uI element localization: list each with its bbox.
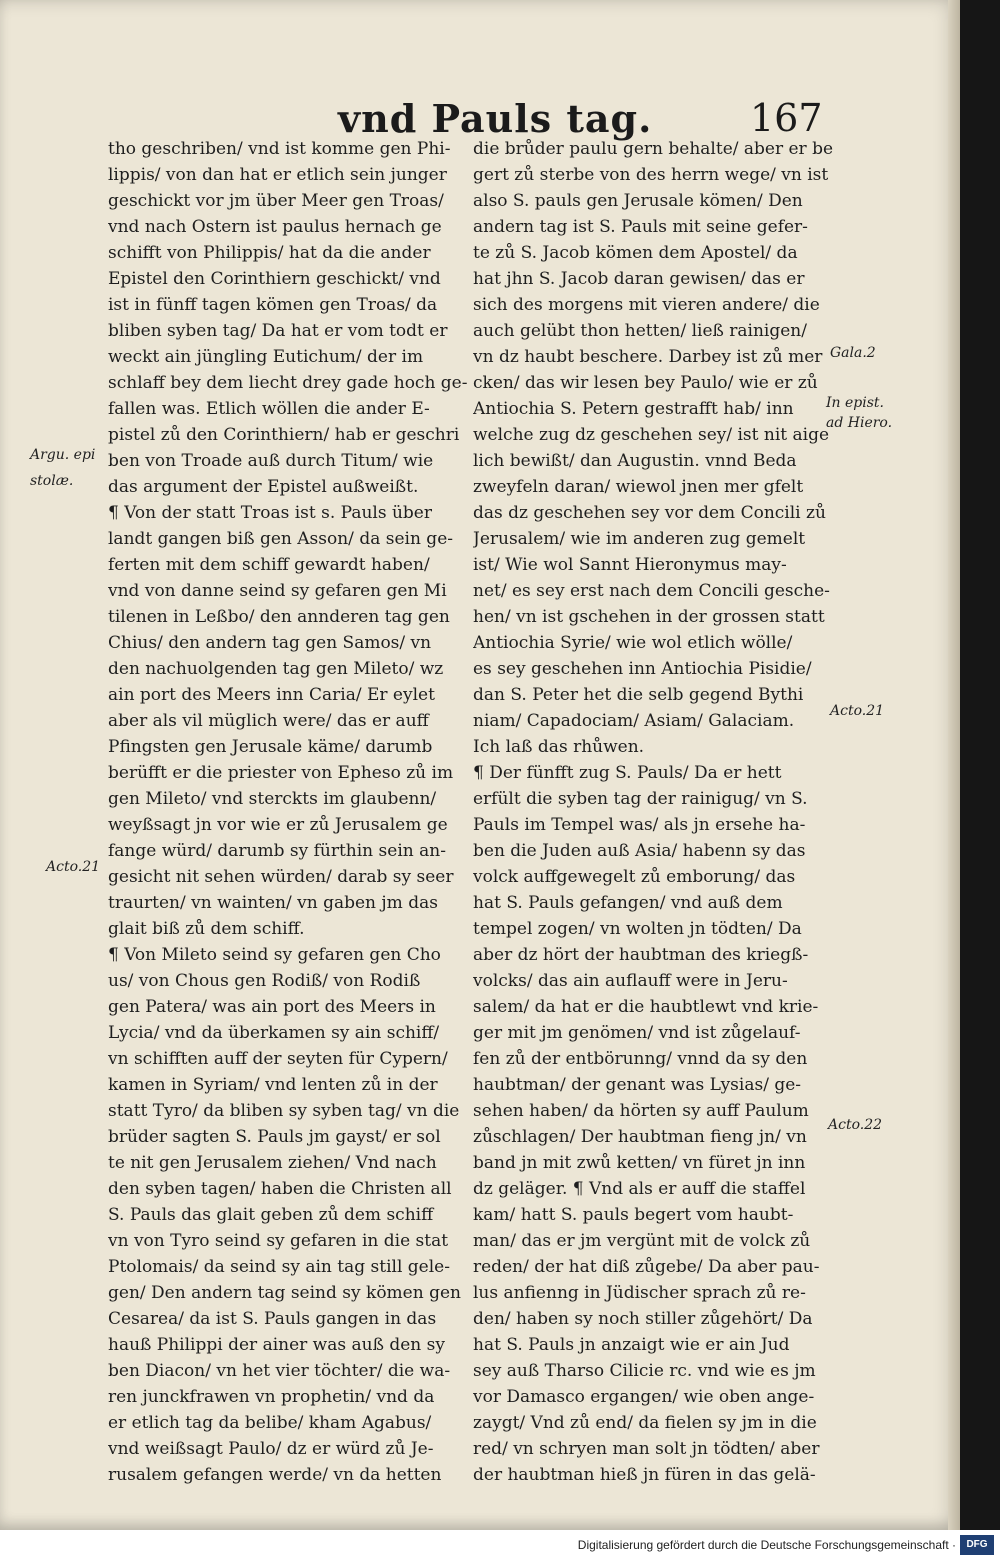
margin-note-acto-21-left: Acto.21: [46, 859, 101, 875]
text-line: us/ von Chous gen Rodiß/ von Rodiß: [108, 971, 421, 991]
text-line: fallen was. Etlich wöllen die ander E-: [108, 399, 430, 419]
text-line: die brůder paulu gern behalte/ aber er be: [473, 139, 833, 159]
text-line: ger mit jm genömen/ vnd ist zůgelauf-: [473, 1023, 801, 1043]
text-line: ¶ Von der statt Troas ist s. Pauls über: [108, 503, 432, 523]
text-line: cken/ das wir lesen bey Paulo/ wie er zů: [473, 373, 818, 393]
text-line: auch gelübt thon hetten/ ließ rainigen/: [473, 321, 807, 341]
text-line: andern tag ist S. Pauls mit seine gefer-: [473, 217, 808, 237]
text-line: den syben tagen/ haben die Christen all: [108, 1179, 452, 1199]
text-line: glait biß zů dem schiff.: [108, 919, 305, 939]
text-line: vnd nach Ostern ist paulus hernach ge: [108, 217, 442, 237]
text-line: tilenen in Leßbo/ den annderen tag gen: [108, 607, 450, 627]
text-line: fen zů der entbörunng/ vnnd da sy den: [473, 1049, 808, 1069]
text-line: hen/ vn ist gschehen in der grossen statt: [473, 607, 825, 627]
text-line: brüder sagten S. Pauls jm gayst/ er sol: [108, 1127, 441, 1147]
text-line: hauß Philippi der ainer was auß den sy: [108, 1335, 445, 1355]
text-line: ist in fünff tagen kömen gen Troas/ da: [108, 295, 438, 315]
text-line: gesicht nit sehen würden/ darab sy seer: [108, 867, 454, 887]
text-line: statt Tyro/ da bliben sy syben tag/ vn die: [108, 1101, 460, 1121]
text-line: hat S. Pauls jn anzaigt wie er ain Jud: [473, 1335, 790, 1355]
text-line: pistel zů den Corinthiern/ hab er geschri: [108, 425, 460, 445]
text-line: Pfingsten gen Jerusale käme/ darumb: [108, 737, 433, 757]
text-line: zweyfeln daran/ wiewol jnen mer gfelt: [473, 477, 804, 497]
text-line: sehen haben/ da hörten sy auff Paulum: [473, 1101, 809, 1121]
text-line: ¶ Der fünfft zug S. Pauls/ Da er hett: [473, 763, 782, 783]
running-head: vnd Pauls tag.: [338, 96, 653, 141]
text-line: Ptolomais/ da seind sy ain tag still gele-: [108, 1257, 450, 1277]
text-line: aber als vil müglich were/ das er auff: [108, 711, 429, 731]
text-line: zůschlagen/ Der haubtman fieng jn/ vn: [473, 1127, 807, 1147]
text-line: landt gangen biß gen Asson/ da sein ge-: [108, 529, 453, 549]
text-line: tho geschriben/ vnd ist komme gen Phi-: [108, 139, 451, 159]
text-line: welche zug dz geschehen sey/ ist nit aige: [473, 425, 830, 445]
text-line: lus anfienng in Jüdischer sprach zů re-: [473, 1283, 806, 1303]
text-line: ben Diacon/ vn het vier töchter/ die wa-: [108, 1361, 451, 1381]
text-line: ain port des Meers inn Caria/ Er eylet: [108, 685, 435, 705]
text-line: vnd von danne seind sy gefaren gen Mi: [108, 581, 447, 601]
text-line: ren junckfrawen vn prophetin/ vnd da: [108, 1387, 435, 1407]
text-line: Antiochia S. Petern gestrafft hab/ inn: [473, 399, 794, 419]
margin-note-acto-22: Acto.22: [828, 1117, 883, 1133]
text-line: Ich laß das rhůwen.: [473, 737, 645, 757]
text-line: volcks/ das ain auflauff were in Jeru-: [473, 971, 788, 991]
text-line: das argument der Epistel außweißt.: [108, 477, 419, 497]
text-line: ben von Troade auß durch Titum/ wie: [108, 451, 434, 471]
text-line: dan S. Peter het die selb gegend Bythi: [473, 685, 804, 705]
text-line: vn schifften auff der seyten für Cypern/: [108, 1049, 448, 1069]
text-line: Chius/ den andern tag gen Samos/ vn: [108, 633, 432, 653]
text-line: aber dz hört der haubtman des kriegß-: [473, 945, 809, 965]
text-line: gen Patera/ was ain port des Meers in: [108, 997, 436, 1017]
margin-note-argu-epi: Argu. epi: [30, 447, 96, 463]
text-line: schifft von Philippis/ hat da die ander: [108, 243, 431, 263]
text-line: ¶ Von Mileto seind sy gefaren gen Cho: [108, 945, 441, 965]
text-line: red/ vn schryen man solt jn tödten/ aber: [473, 1439, 820, 1459]
footer-credit: Digitalisierung gefördert durch die Deutsche Forschungsgemeinschaft ·: [577, 1538, 956, 1552]
margin-note-gala-2: Gala.2: [830, 345, 876, 361]
text-line: te nit gen Jerusalem ziehen/ Vnd nach: [108, 1153, 437, 1173]
text-line: er etlich tag da belibe/ kham Agabus/: [108, 1413, 432, 1433]
margin-note-in-epist: In epist.: [826, 395, 884, 411]
text-line: weyßsagt jn vor wie er zů Jerusalem ge: [108, 815, 448, 835]
text-line: Lycia/ vnd da überkamen sy ain schiff/: [108, 1023, 440, 1043]
text-line: den/ haben sy noch stiller zůgehört/ Da: [473, 1309, 813, 1329]
text-line: bliben syben tag/ Da hat er vom todt er: [108, 321, 448, 341]
text-line: dz geläger. ¶ Vnd als er auff die staffel: [473, 1179, 806, 1199]
right-text-column: [473, 136, 833, 1488]
text-line: vnd weißsagt Paulo/ dz er würd zů Je-: [108, 1439, 434, 1459]
text-line: haubtman/ der genant was Lysias/ ge-: [473, 1075, 802, 1095]
text-line: vn dz haubt beschere. Darbey ist zů mer: [473, 347, 823, 367]
text-line: sey auß Tharso Cilicie rc. vnd wie es jm: [473, 1361, 816, 1381]
margin-note-ad-hiero: ad Hiero.: [826, 415, 893, 431]
text-line: ist/ Wie wol Sannt Hieronymus may-: [473, 555, 787, 575]
text-line: lich bewißt/ dan Augustin. vnnd Beda: [473, 451, 797, 471]
text-line: lippis/ von dan hat er etlich sein junger: [108, 165, 447, 185]
text-line: vor Damasco ergangen/ wie oben ange-: [473, 1387, 815, 1407]
text-line: reden/ der hat diß zůgebe/ Da aber pau-: [473, 1257, 820, 1277]
text-line: gen/ Den andern tag seind sy kömen gen: [108, 1283, 461, 1303]
text-line: den nachuolgenden tag gen Mileto/ wz: [108, 659, 444, 679]
text-line: rusalem gefangen werde/ vn da hetten: [108, 1465, 442, 1485]
text-line: erfült die syben tag der rainigug/ vn S.: [473, 789, 808, 809]
text-line: ben die Juden auß Asia/ habenn sy das: [473, 841, 806, 861]
page-number: 167: [750, 96, 823, 140]
text-line: ferten mit dem schiff gewardt haben/: [108, 555, 430, 575]
text-line: also S. pauls gen Jerusale kömen/ Den: [473, 191, 803, 211]
text-line: Cesarea/ da ist S. Pauls gangen in das: [108, 1309, 437, 1329]
page-edge: [948, 0, 960, 1530]
text-line: Pauls im Tempel was/ als jn ersehe ha-: [473, 815, 806, 835]
text-line: das dz geschehen sey vor dem Concili zů: [473, 503, 826, 523]
text-line: Jerusalem/ wie im anderen zug gemelt: [473, 529, 806, 549]
text-line: traurten/ vn wainten/ vn gaben jm das: [108, 893, 438, 913]
text-line: fange würd/ darumb sy fürthin sein an-: [108, 841, 446, 861]
margin-note-stolae: stolæ.: [30, 473, 74, 489]
text-line: der haubtman hieß jn füren in das gelä-: [473, 1465, 816, 1485]
text-line: kamen in Syriam/ vnd lenten zů in der: [108, 1075, 438, 1095]
dfg-logo: DFG: [960, 1535, 994, 1555]
text-line: Epistel den Corinthiern geschickt/ vnd: [108, 269, 441, 289]
text-line: Antiochia Syrie/ wie wol etlich wölle/: [473, 633, 793, 653]
text-line: berüfft er die priester von Epheso zů im: [108, 763, 454, 783]
text-line: es sey geschehen inn Antiochia Pisidie/: [473, 659, 812, 679]
text-line: gen Mileto/ vnd sterckts im glaubenn/: [108, 789, 437, 809]
text-line: schlaff bey dem liecht drey gade hoch ge-: [108, 373, 468, 393]
text-line: hat S. Pauls gefangen/ vnd auß dem: [473, 893, 783, 913]
digitization-footer: [0, 1530, 1000, 1561]
text-line: volck auffgewegelt zů emborung/ das: [473, 867, 796, 887]
text-line: S. Pauls das glait geben zů dem schiff: [108, 1205, 434, 1225]
left-text-column: [108, 136, 468, 1488]
text-line: kam/ hatt S. pauls begert vom haubt-: [473, 1205, 794, 1225]
text-line: vn von Tyro seind sy gefaren in die stat: [108, 1231, 449, 1251]
text-line: man/ das er jm vergünt mit de volck zů: [473, 1231, 811, 1251]
text-line: weckt ain jüngling Eutichum/ der im: [108, 347, 424, 367]
text-line: niam/ Capadociam/ Asiam/ Galaciam.: [473, 711, 795, 731]
text-line: te zů S. Jacob kömen dem Apostel/ da: [473, 243, 798, 263]
text-line: hat jhn S. Jacob daran gewisen/ das er: [473, 269, 805, 289]
text-line: sich des morgens mit vieren andere/ die: [473, 295, 820, 315]
text-line: tempel zogen/ vn wolten jn tödten/ Da: [473, 919, 802, 939]
text-line: zaygt/ Vnd zů end/ da fielen sy jm in die: [473, 1413, 817, 1433]
text-line: band jn mit zwů ketten/ vn füret jn inn: [473, 1153, 806, 1173]
text-line: gert zů sterbe von des herrn wege/ vn ist: [473, 165, 829, 185]
text-line: geschickt vor jm über Meer gen Troas/: [108, 191, 444, 211]
margin-note-acto-21-right: Acto.21: [830, 703, 885, 719]
text-line: net/ es sey erst nach dem Concili gesche-: [473, 581, 830, 601]
text-line: salem/ da hat er die haubtlewt vnd krie-: [473, 997, 819, 1017]
